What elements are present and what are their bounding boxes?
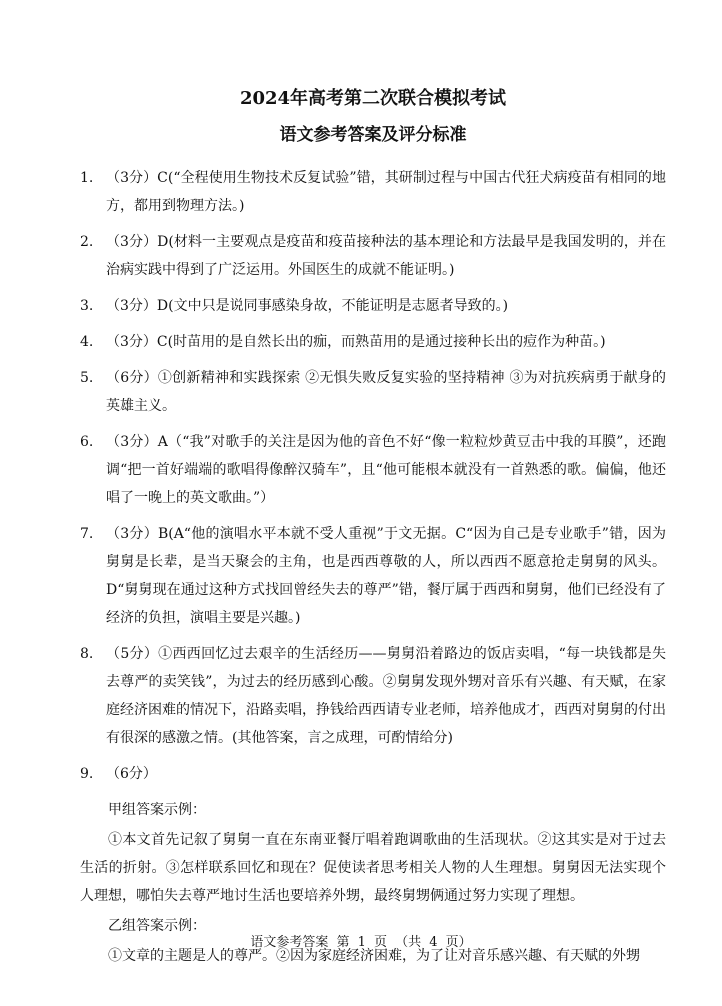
answer-item-7	[80, 520, 666, 632]
item-text: （3分）D(文中只是说同事感染身故，不能证明是志愿者导致的。)	[106, 298, 509, 314]
item-text: （3分）D(材料一主要观点是疫苗和疫苗接种法的基本理论和方法最早是我国发明的，并在治病实践中得到了广泛运用。外国医生的成就不能证明。)	[106, 234, 666, 278]
answer-list	[80, 164, 666, 970]
item-text: （3分）C(“全程使用生物技术反复试验”错，其研制过程与中国古代狂犬病疫苗有相同的地方，都用到物理方法。)	[106, 170, 666, 214]
item-number: 3.	[80, 298, 94, 314]
answer-group-a	[80, 796, 666, 910]
page-subtitle: 语文参考答案及评分标准	[279, 125, 467, 145]
item-text: （3分）A（“我”对歌手的关注是因为他的音色不好“像一粒粒炒黄豆击中我的耳膜”，还跑调“把一首好端端的歌唱得像醉汉骑车”，且“他可能根本就没有一首熟悉的歌。偏偏，他还唱了一晚上的英文歌曲。”）	[106, 434, 666, 506]
answer-item-5	[80, 364, 666, 420]
page-footer: 语文参考答案 第 1 页 （共 4 页）	[250, 935, 472, 950]
group-label: 乙组答案示例：	[108, 918, 206, 934]
item-text: （6分）	[106, 766, 157, 782]
item-number: 6.	[80, 434, 94, 450]
answer-item-8	[80, 640, 666, 752]
answer-item-6	[80, 428, 666, 512]
group-text: ①本文首先记叙了舅舅一直在东南亚餐厅唱着跑调歌曲的生活现状。②这其实是对于过去生活的折射。③怎样联系回忆和现在？促使读者思考相关人物的人生理想。舅舅因无法实现个人理想，哪怕失去尊严地讨生活也要培养外甥，最终舅甥俩通过努力实现了理想。	[80, 832, 666, 904]
item-number: 9.	[80, 766, 94, 782]
item-number: 8.	[80, 646, 94, 662]
page-title: 2024年高考第二次联合模拟考试	[239, 88, 507, 109]
group-label: 甲组答案示例：	[108, 802, 206, 818]
item-number: 1.	[80, 170, 94, 186]
item-number: 5.	[80, 370, 94, 386]
group-text: ①文章的主题是人的尊严。②因为家庭经济困难，为了让对音乐感兴趣、有天赋的外甥	[108, 948, 640, 964]
answer-item-2	[80, 228, 666, 284]
item-text: （3分）C(时苗用的是自然长出的痂，而熟苗用的是通过接种长出的痘作为种苗。)	[106, 334, 606, 350]
item-text: （5分）①西西回忆过去艰辛的生活经历——舅舅沿着路边的饭店卖唱，“每一块钱都是失去尊严的卖笑钱”，为过去的经历感到心酸。②舅舅发现外甥对音乐有兴趣、有天赋，在家庭经济困难的情况下，沿路卖唱，挣钱给西西请专业老师，培养他成才，西西对舅舅的付出有很深的感激之情。(其他答案，言之成理，可酌情给分)	[106, 646, 666, 746]
answer-item-4	[80, 328, 666, 356]
answer-item-9	[80, 760, 666, 788]
answer-item-3	[80, 292, 666, 320]
item-text: （3分）B(A“他的演唱水平本就不受人重视”于文无据。C“因为自己是专业歌手”错，因为舅舅是长辈，是当天聚会的主角，也是西西尊敬的人，所以西西不愿意抢走舅舅的风头。D“舅舅现在通过这种方式找回曾经失去的尊严”错，餐厅属于西西和舅舅，他们已经没有了经济的负担，演唱主要是兴趣。)	[106, 526, 666, 626]
item-text: （6分）①创新精神和实践探索 ②无惧失败反复实验的坚持精神 ③为对抗疾病勇于献身的英雄主义。	[106, 370, 666, 414]
item-number: 4.	[80, 334, 94, 350]
answer-item-1	[80, 164, 666, 220]
item-number: 7.	[80, 526, 94, 542]
item-number: 2.	[80, 234, 94, 250]
